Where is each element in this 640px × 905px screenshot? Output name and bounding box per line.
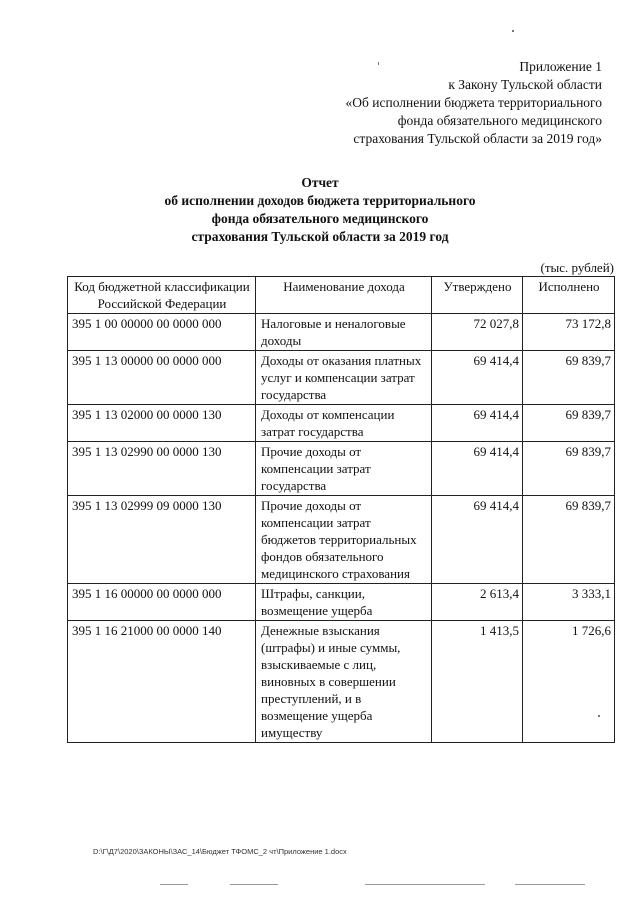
appendix-line: к Закону Тульской области xyxy=(448,77,602,92)
table-row xyxy=(68,405,615,442)
header-name: Наименование дохода xyxy=(256,277,432,314)
cell-executed: 69 839,7 xyxy=(523,405,615,442)
units-label: (тыс. рублей) xyxy=(540,260,614,275)
file-path-footer: D:\Г\Д7\2020\ЗАКОНЫ\ЗАС_14\Бюджет ТФОМС_2 чт\Приложение 1.docx xyxy=(93,847,347,856)
cell-code: 395 1 00 00000 00 0000 000 xyxy=(68,314,256,351)
cell-code: 395 1 13 00000 00 0000 000 xyxy=(68,351,256,405)
table-row xyxy=(68,442,615,496)
cell-approved: 69 414,4 xyxy=(432,351,523,405)
cell-executed: 1 726,6 xyxy=(523,621,615,743)
cell-code: 395 1 16 00000 00 0000 000 xyxy=(68,584,256,621)
cell-approved: 72 027,8 xyxy=(432,314,523,351)
scan-edge-mark xyxy=(160,884,188,885)
cell-executed: 69 839,7 xyxy=(523,496,615,584)
appendix-note xyxy=(272,58,602,148)
scan-edge-mark xyxy=(230,884,278,885)
table-header-row xyxy=(68,277,615,314)
income-table xyxy=(67,276,615,743)
table-row xyxy=(68,314,615,351)
header-executed: Исполнено xyxy=(523,277,615,314)
cell-name: Денежные взыскания (штрафы) и иные суммы, взыскиваемые с лиц, виновных в совершении преступлений, и в возмещение ущерба имуществу xyxy=(256,621,432,743)
cell-approved: 2 613,4 xyxy=(432,584,523,621)
table-row xyxy=(68,496,615,584)
cell-approved: 69 414,4 xyxy=(432,442,523,496)
cell-approved: 69 414,4 xyxy=(432,496,523,584)
cell-code: 395 1 13 02990 00 0000 130 xyxy=(68,442,256,496)
cell-approved: 69 414,4 xyxy=(432,405,523,442)
report-title xyxy=(120,174,520,246)
title-line: об исполнении доходов бюджета территориального xyxy=(164,193,476,208)
scan-edge-mark xyxy=(515,884,585,885)
cell-executed: 73 172,8 xyxy=(523,314,615,351)
cell-name: Штрафы, санкции, возмещение ущерба xyxy=(256,584,432,621)
scan-speck xyxy=(598,715,600,717)
appendix-line: фонда обязательного медицинского xyxy=(397,113,602,128)
header-code: Код бюджетной классификации Российской Федерации xyxy=(68,277,256,314)
table-row xyxy=(68,621,615,743)
cell-name: Доходы от компенсации затрат государства xyxy=(256,405,432,442)
cell-approved: 1 413,5 xyxy=(432,621,523,743)
cell-executed: 69 839,7 xyxy=(523,351,615,405)
cell-code: 395 1 13 02000 00 0000 130 xyxy=(68,405,256,442)
cell-name: Прочие доходы от компенсации затрат бюджетов территориальных фондов обязательного медицинского страхования xyxy=(256,496,432,584)
cell-name: Прочие доходы от компенсации затрат государства xyxy=(256,442,432,496)
title-line: Отчет xyxy=(301,175,339,190)
title-line: страхования Тульской области за 2019 год xyxy=(191,229,449,244)
cell-code: 395 1 16 21000 00 0000 140 xyxy=(68,621,256,743)
appendix-line: «Об исполнении бюджета территориального xyxy=(345,95,602,110)
header-approved: Утверждено xyxy=(432,277,523,314)
appendix-line: Приложение 1 xyxy=(519,59,602,74)
cell-name: Доходы от оказания платных услуг и компенсации затрат государства xyxy=(256,351,432,405)
cell-executed: 69 839,7 xyxy=(523,442,615,496)
title-line: фонда обязательного медицинского xyxy=(211,211,429,226)
table-row xyxy=(68,584,615,621)
table-row xyxy=(68,351,615,405)
scan-edge-mark xyxy=(365,884,485,885)
cell-executed: 3 333,1 xyxy=(523,584,615,621)
scan-speck xyxy=(378,62,379,65)
appendix-line: страхования Тульской области за 2019 год» xyxy=(353,131,602,146)
cell-name: Налоговые и неналоговые доходы xyxy=(256,314,432,351)
cell-code: 395 1 13 02999 09 0000 130 xyxy=(68,496,256,584)
scan-speck xyxy=(512,30,514,32)
